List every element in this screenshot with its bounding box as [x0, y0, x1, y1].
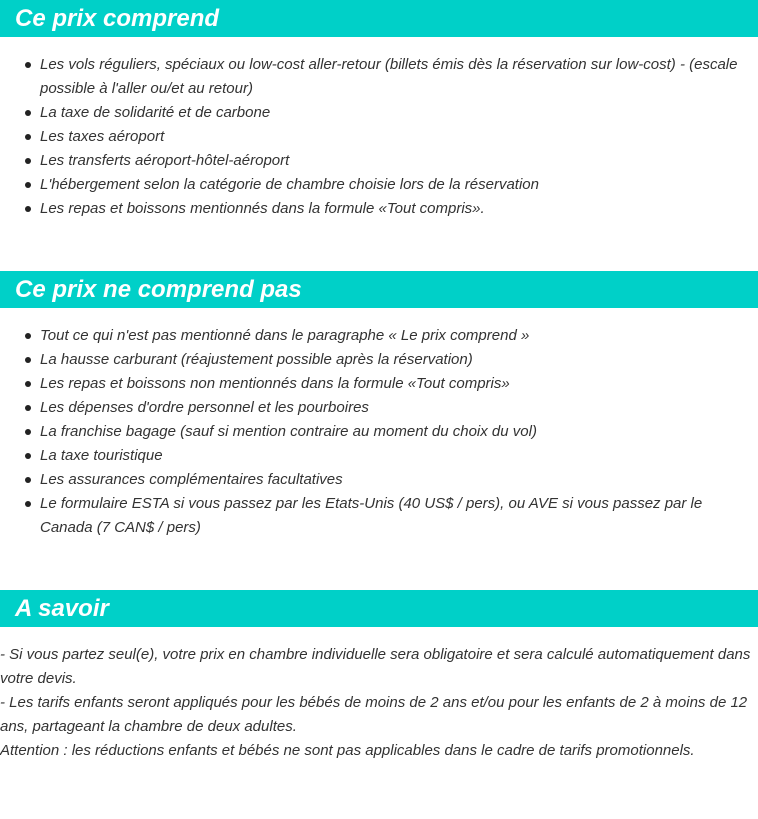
list-item: La hausse carburant (réajustement possible après la réservation) — [0, 348, 758, 372]
good-to-know-line: - Les tarifs enfants seront appliqués pour les bébés de moins de 2 ans et/ou pour les enfants de 2 à moins de 12 ans, partageant la chambre de deux adultes. — [0, 694, 748, 735]
list-item: La franchise bagage (sauf si mention contraire au moment du choix du vol) — [0, 420, 758, 444]
not-included-section-title: Ce prix ne comprend pas — [15, 276, 302, 303]
list-item: La taxe touristique — [0, 444, 758, 468]
good-to-know-line: Attention : les réductions enfants et bébés ne sont pas applicables dans le cadre de tarifs promotionnels. — [0, 742, 695, 759]
good-to-know-text — [0, 643, 758, 763]
good-to-know-section-title: A savoir — [15, 595, 109, 622]
list-item: Les repas et boissons mentionnés dans la formule «Tout compris». — [0, 197, 758, 221]
list-item: Les vols réguliers, spéciaux ou low-cost aller-retour (billets émis dès la réservation sur low-cost) - (escale possible à l'aller ou/et au retour) — [0, 53, 758, 101]
good-to-know-line: - Si vous partez seul(e), votre prix en chambre individuelle sera obligatoire et sera calculé automatiquement dans votre devis. — [0, 646, 751, 687]
list-item: Les transferts aéroport-hôtel-aéroport — [0, 149, 758, 173]
included-section-header — [0, 0, 758, 37]
list-item: Le formulaire ESTA si vous passez par les Etats-Unis (40 US$ / pers), ou AVE si vous passez par le Canada (7 CAN$ / pers) — [0, 492, 758, 540]
list-item: Les taxes aéroport — [0, 125, 758, 149]
list-item: Tout ce qui n'est pas mentionné dans le paragraphe « Le prix comprend » — [0, 324, 758, 348]
list-item: La taxe de solidarité et de carbone — [0, 101, 758, 125]
included-section-title: Ce prix comprend — [15, 5, 220, 32]
good-to-know-section-header — [0, 590, 758, 627]
list-item: Les dépenses d'ordre personnel et les pourboires — [0, 396, 758, 420]
not-included-section-header — [0, 271, 758, 308]
list-item: Les assurances complémentaires facultatives — [0, 468, 758, 492]
included-list — [0, 53, 758, 221]
list-item: L'hébergement selon la catégorie de chambre choisie lors de la réservation — [0, 173, 758, 197]
list-item: Les repas et boissons non mentionnés dans la formule «Tout compris» — [0, 372, 758, 396]
not-included-list — [0, 324, 758, 540]
